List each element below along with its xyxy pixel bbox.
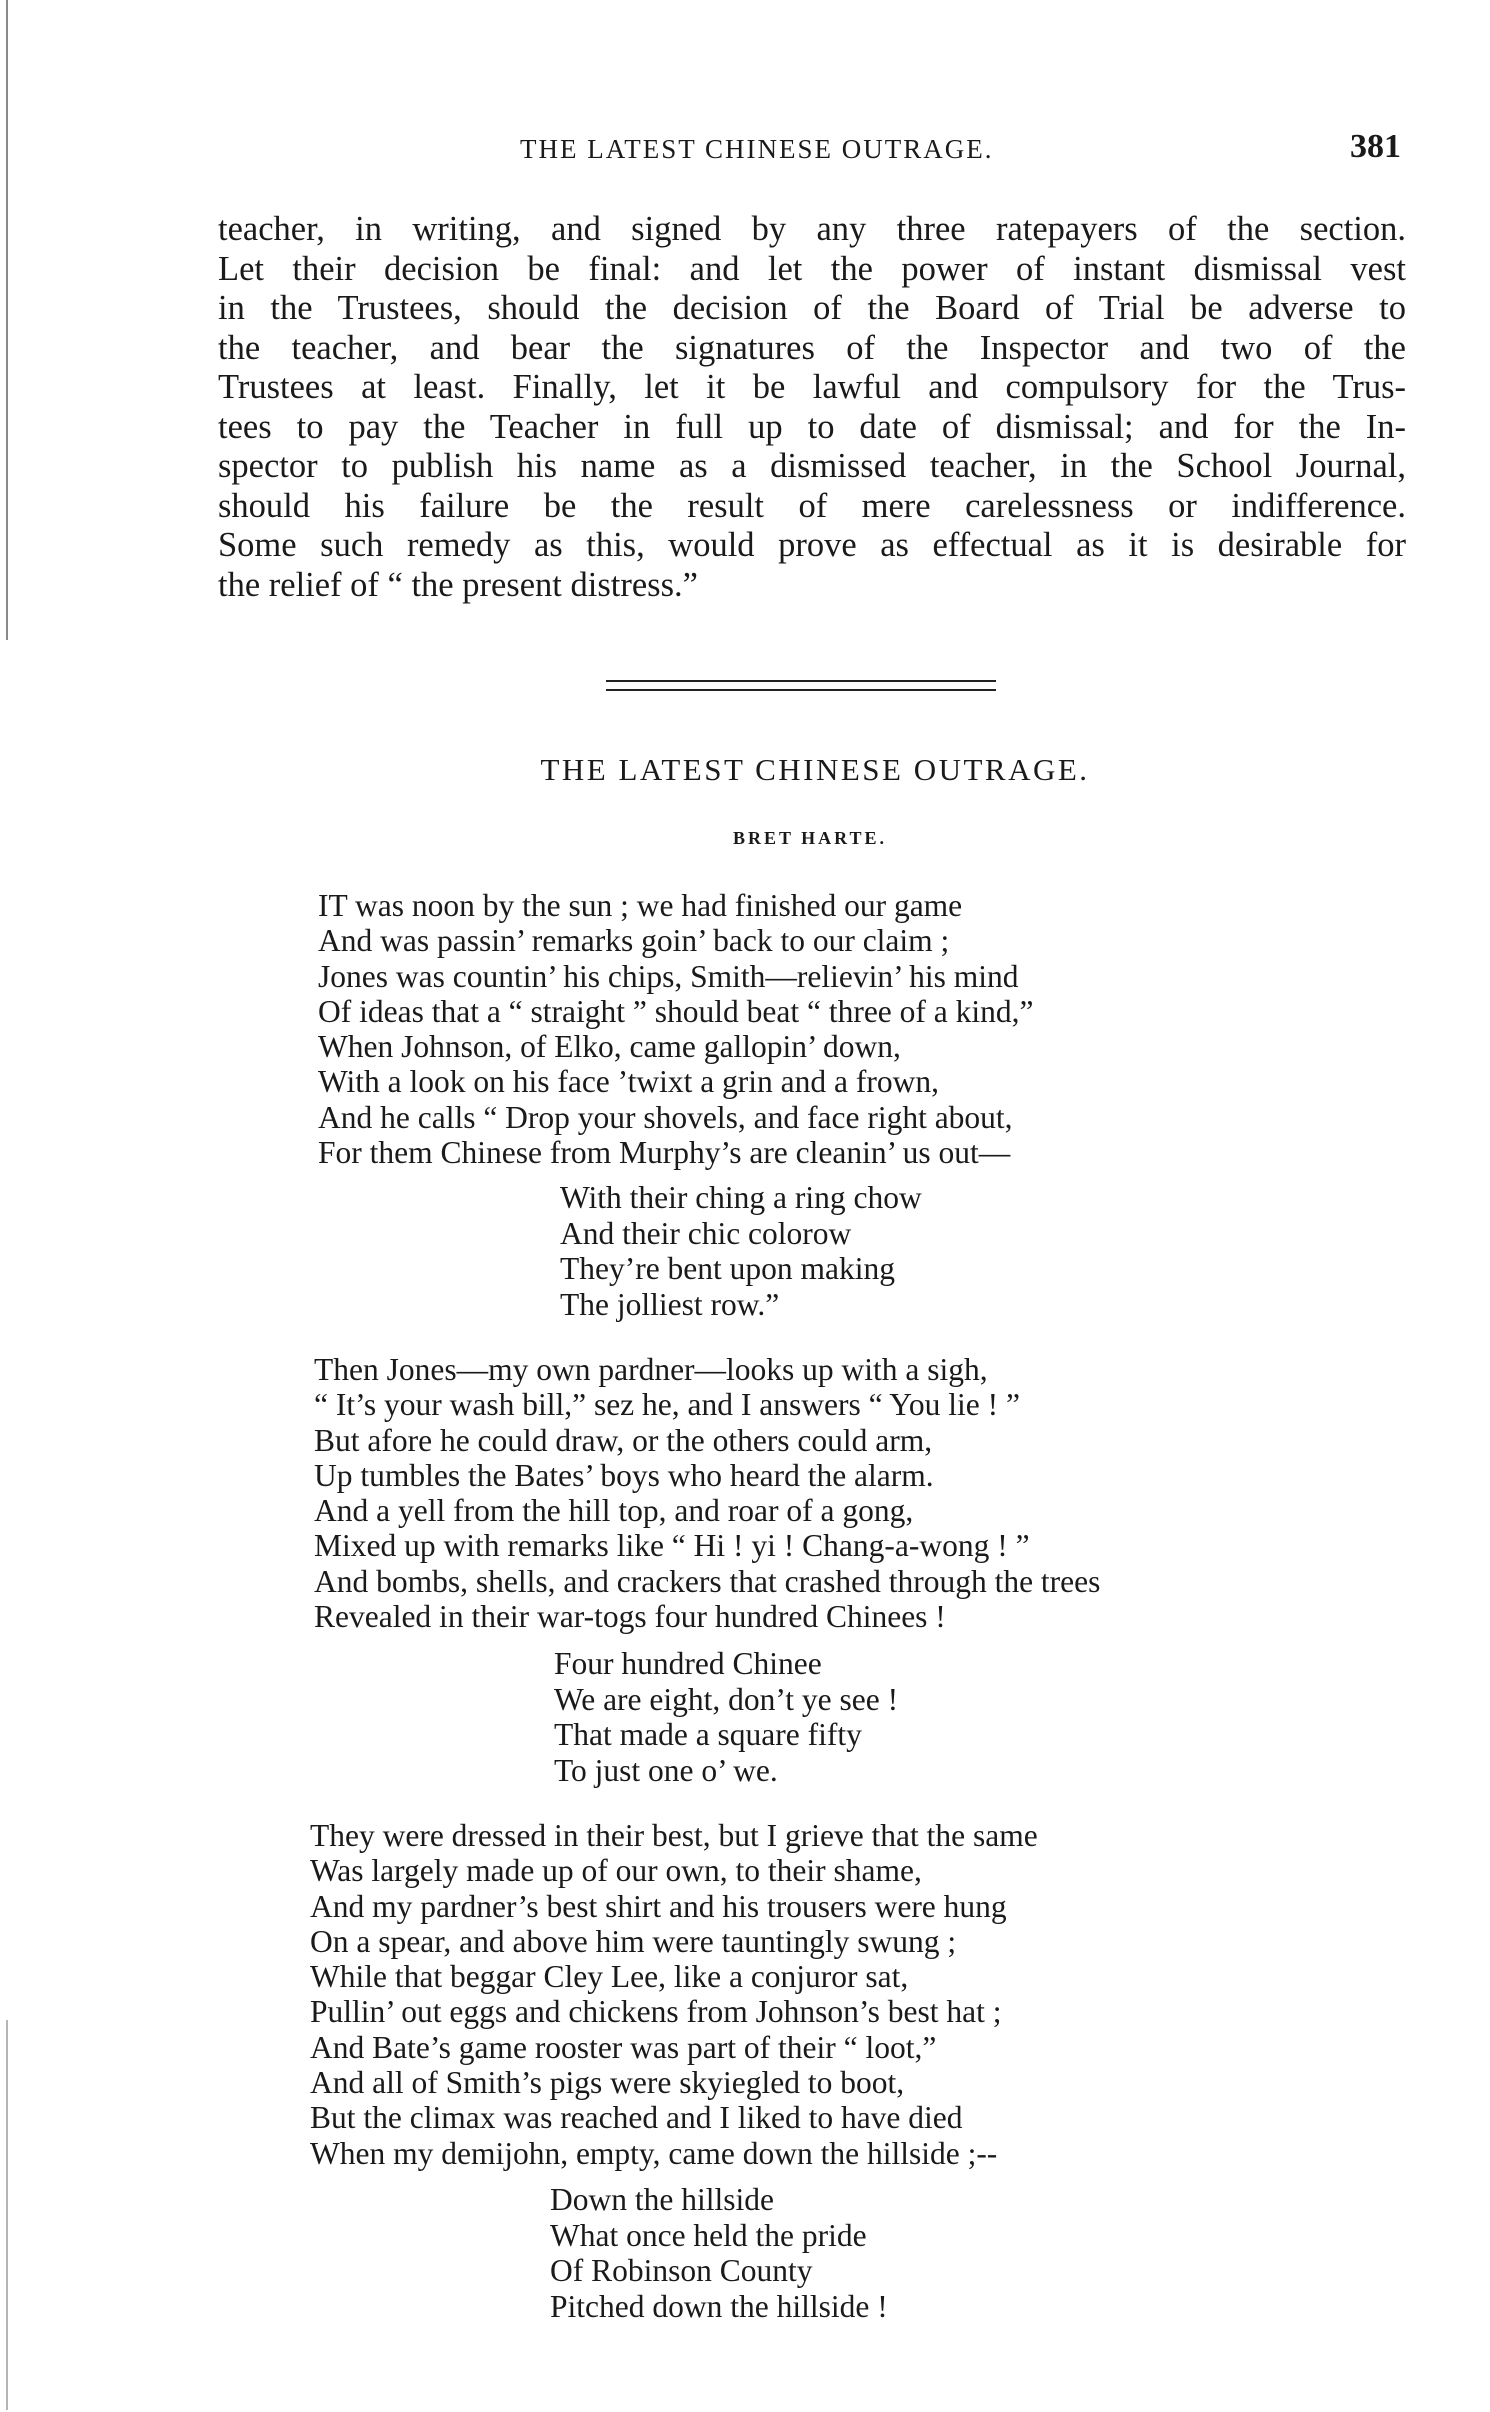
prose-line: teacher, in writing, and signed by any three ratepayers of the section. <box>218 210 1406 248</box>
closing-paragraph <box>218 210 1406 605</box>
verse-line: When my demijohn, empty, came down the hillside ;-- <box>310 2135 998 2171</box>
poem-refrain-3 <box>550 2182 888 2324</box>
poem-refrain-1 <box>560 1180 922 1322</box>
refrain-line: That made a square fifty <box>554 1717 862 1752</box>
verse-line: And all of Smith’s pigs were skyiegled to boot, <box>310 2065 905 2101</box>
refrain-line: Four hundred Chinee <box>554 1646 822 1681</box>
prose-line: the teacher, and bear the signatures of the Inspector and two of the <box>218 328 1406 367</box>
prose-line: should his failure be the result of mere carelessness or indifference. <box>218 486 1406 525</box>
verse-line: For them Chinese from Murphy’s are cleanin’ us out— <box>318 1135 1011 1171</box>
refrain-line: Of Robinson County <box>550 2253 813 2288</box>
verse-line: And a yell from the hill top, and roar of a gong, <box>314 1493 914 1529</box>
verse-line: But afore he could draw, or the others could arm, <box>314 1422 933 1458</box>
verse-line: While that beggar Cley Lee, like a conjuror sat, <box>310 1959 909 1995</box>
prose-line: the relief of “ the present distress.” <box>218 565 698 604</box>
verse-line: Up tumbles the Bates’ boys who heard the alarm. <box>314 1457 934 1493</box>
page-number: 381 <box>1350 128 1401 165</box>
poem-stanza-1 <box>318 888 1034 1170</box>
prose-line: tees to pay the Teacher in full up to date of dismissal; and for the In- <box>218 407 1406 446</box>
verse-line: IT was noon by the sun ; we had finished our game <box>318 888 963 923</box>
prose-line: spector to publish his name as a dismissed teacher, in the School Journal, <box>218 447 1406 485</box>
poem-stanza-2 <box>314 1352 1100 1634</box>
refrain-line: Pitched down the hillside ! <box>550 2288 888 2324</box>
refrain-line: What once held the pride <box>550 2217 867 2253</box>
verse-line: On a spear, and above him were tauntingly swung ; <box>310 1923 957 1959</box>
refrain-line: With their ching a ring chow <box>560 1180 922 1215</box>
verse-line: And Bate’s game rooster was part of their “ loot,” <box>310 2029 937 2065</box>
prose-line: Let their decision be final: and let the power of instant dismissal vest <box>218 249 1406 288</box>
verse-line: And was passin’ remarks goin’ back to our claim ; <box>318 923 950 959</box>
refrain-line: We are eight, don’t ye see ! <box>554 1681 899 1717</box>
verse-line: When Johnson, of Elko, came gallopin’ down, <box>318 1029 901 1065</box>
refrain-line: To just one o’ we. <box>554 1752 778 1788</box>
poem-refrain-2 <box>554 1646 898 1788</box>
poem-title: THE LATEST CHINESE OUTRAGE. <box>540 752 1090 787</box>
page-edge-line-lower <box>6 2020 8 2410</box>
verse-line: And he calls “ Drop your shovels, and face right about, <box>318 1099 1013 1135</box>
verse-line: Jones was countin’ his chips, Smith—relievin’ his mind <box>318 958 1019 994</box>
verse-line: But the climax was reached and I liked to have died <box>310 2100 963 2136</box>
verse-line: “ It’s your wash bill,” sez he, and I answers “ You lie ! ” <box>314 1387 1020 1423</box>
refrain-line: The jolliest row.” <box>560 1286 780 1322</box>
prose-line: Some such remedy as this, would prove as effectual as it is desirable for <box>218 526 1406 564</box>
verse-line: Was largely made up of our own, to their shame, <box>310 1853 922 1889</box>
verse-line: Revealed in their war-togs four hundred Chinees ! <box>314 1599 946 1635</box>
section-divider-rule <box>606 680 996 682</box>
verse-line: And my pardner’s best shirt and his trousers were hung <box>310 1888 1007 1924</box>
prose-line: Trustees at least. Finally, let it be lawful and compulsory for the Trus- <box>218 368 1406 406</box>
verse-line: Of ideas that a “ straight ” should beat “ three of a kind,” <box>318 993 1034 1029</box>
verse-line: Mixed up with remarks like “ Hi ! yi ! Chang-a-wong ! ” <box>314 1528 1030 1564</box>
verse-line: Then Jones—my own pardner—looks up with a sigh, <box>314 1352 988 1387</box>
refrain-line: They’re bent upon making <box>560 1251 896 1286</box>
prose-line: in the Trustees, should the decision of the Board of Trial be adverse to <box>218 289 1406 327</box>
verse-line: Pullin’ out eggs and chickens from Johnson’s best hat ; <box>310 1994 1002 2030</box>
verse-line: And bombs, shells, and crackers that crashed through the trees <box>314 1563 1101 1599</box>
running-title: THE LATEST CHINESE OUTRAGE. <box>520 134 994 164</box>
poem-author: BRET HARTE. <box>732 828 888 848</box>
verse-line: With a look on his face ’twixt a grin and a frown, <box>318 1064 939 1100</box>
page-edge-line <box>6 0 8 640</box>
refrain-line: And their chic colorow <box>560 1215 852 1251</box>
poem-stanza-3 <box>310 1818 1038 2171</box>
section-divider-rule <box>606 689 996 691</box>
refrain-line: Down the hillside <box>550 2182 774 2217</box>
verse-line: They were dressed in their best, but I grieve that the same <box>310 1818 1038 1853</box>
